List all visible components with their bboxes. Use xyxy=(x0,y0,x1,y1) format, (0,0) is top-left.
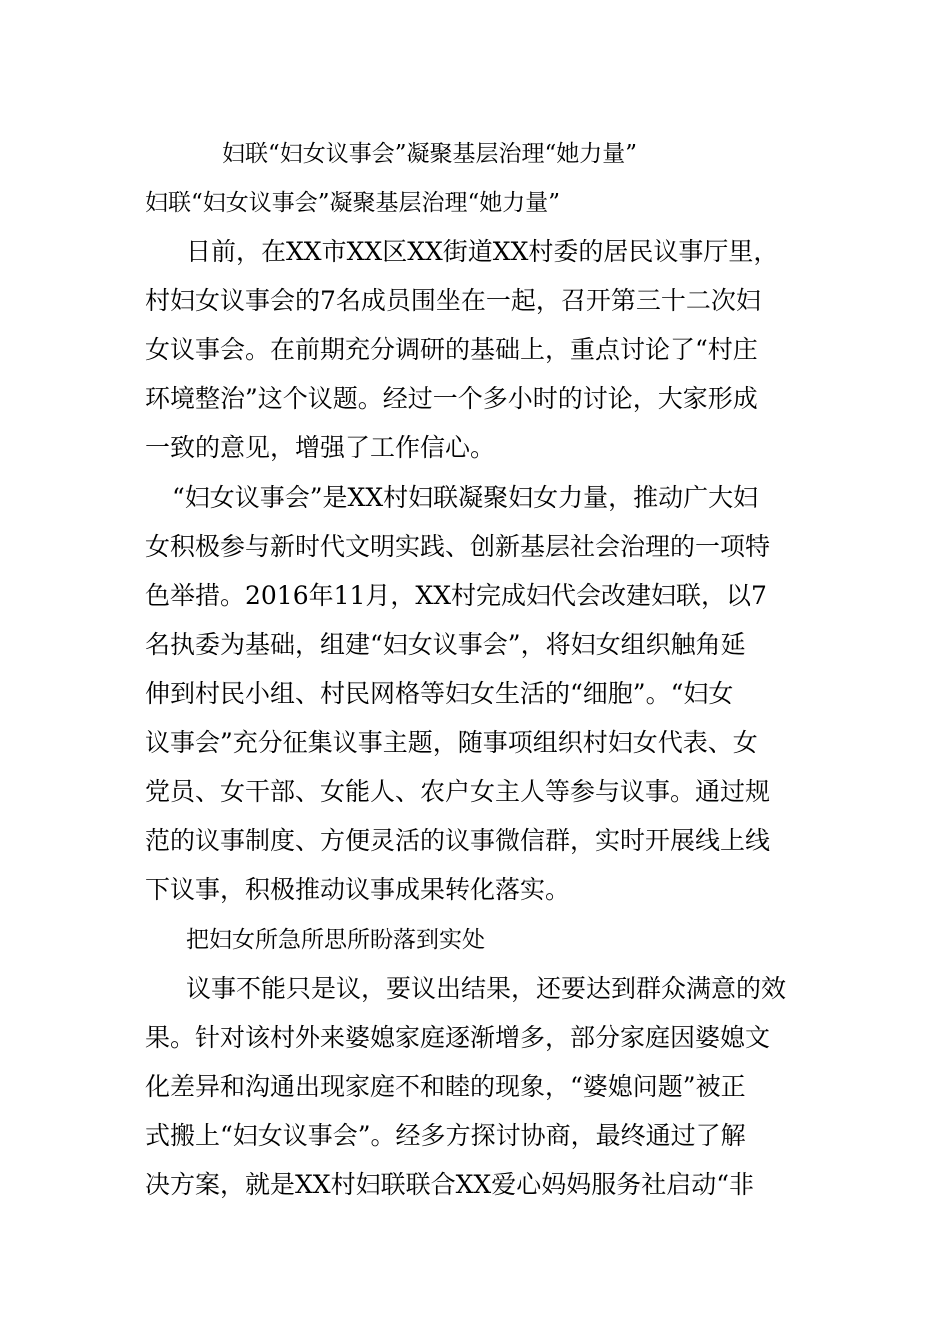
paragraph-line: 议事会”充分征集议事主题，随事项组织村妇女代表、女 xyxy=(145,728,758,757)
paragraph-line: 一致的意见，增强了工作信心。 xyxy=(145,433,496,462)
paragraph-line: 女议事会。在前期充分调研的基础上，重点讨论了“村庄 xyxy=(145,335,758,364)
paragraph-line: 色举措。2016年11月，XX村完成妇代会改建妇联，以7 xyxy=(145,581,767,610)
section-heading: 把妇女所急所思所盼落到实处 xyxy=(186,927,485,953)
paragraph-line: 党员、女干部、女能人、农户女主人等参与议事。通过规 xyxy=(145,777,771,806)
paragraph-line: 日前，在XX市XX区XX街道XX村委的居民议事厅里， xyxy=(186,237,779,266)
document-subtitle: 妇联“妇女议事会”凝聚基层治理“她力量” xyxy=(145,190,561,216)
paragraph-line: 果。针对该村外来婆媳家庭逐渐增多，部分家庭因婆媳文 xyxy=(145,1023,771,1052)
paragraph-line: 伸到村民小组、村民网格等妇女生活的“细胞”。“妇女 xyxy=(145,679,734,708)
paragraph-line: 式搬上“妇女议事会”。经多方探讨协商，最终通过了解 xyxy=(145,1121,746,1150)
paragraph-line: 村妇女议事会的7名成员围坐在一起，召开第三十二次妇 xyxy=(145,286,761,315)
paragraph-line: 下议事，积极推动议事成果转化落实。 xyxy=(145,875,571,904)
paragraph-line: 化差异和沟通出现家庭不和睦的现象，“婆媳问题”被正 xyxy=(145,1072,746,1101)
document-title: 妇联“妇女议事会”凝聚基层治理“她力量” xyxy=(222,141,638,167)
paragraph-line: “妇女议事会”是XX村妇联凝聚妇女力量，推动广大妇 xyxy=(172,483,759,512)
paragraph-line: 议事不能只是议，要议出结果，还要达到群众满意的效 xyxy=(186,974,787,1003)
paragraph-line: 名执委为基础，组建“妇女议事会”，将妇女组织触角延 xyxy=(145,630,746,659)
paragraph-line: 女积极参与新时代文明实践、创新基层社会治理的一项特 xyxy=(145,532,771,561)
paragraph-line: 环境整治”这个议题。经过一个多小时的讨论，大家形成 xyxy=(145,384,758,413)
paragraph-line: 范的议事制度、方便灵活的议事微信群，实时开展线上线 xyxy=(145,826,771,855)
paragraph-line: 决方案，就是XX村妇联联合XX爱心妈妈服务社启动“非 xyxy=(145,1170,754,1199)
